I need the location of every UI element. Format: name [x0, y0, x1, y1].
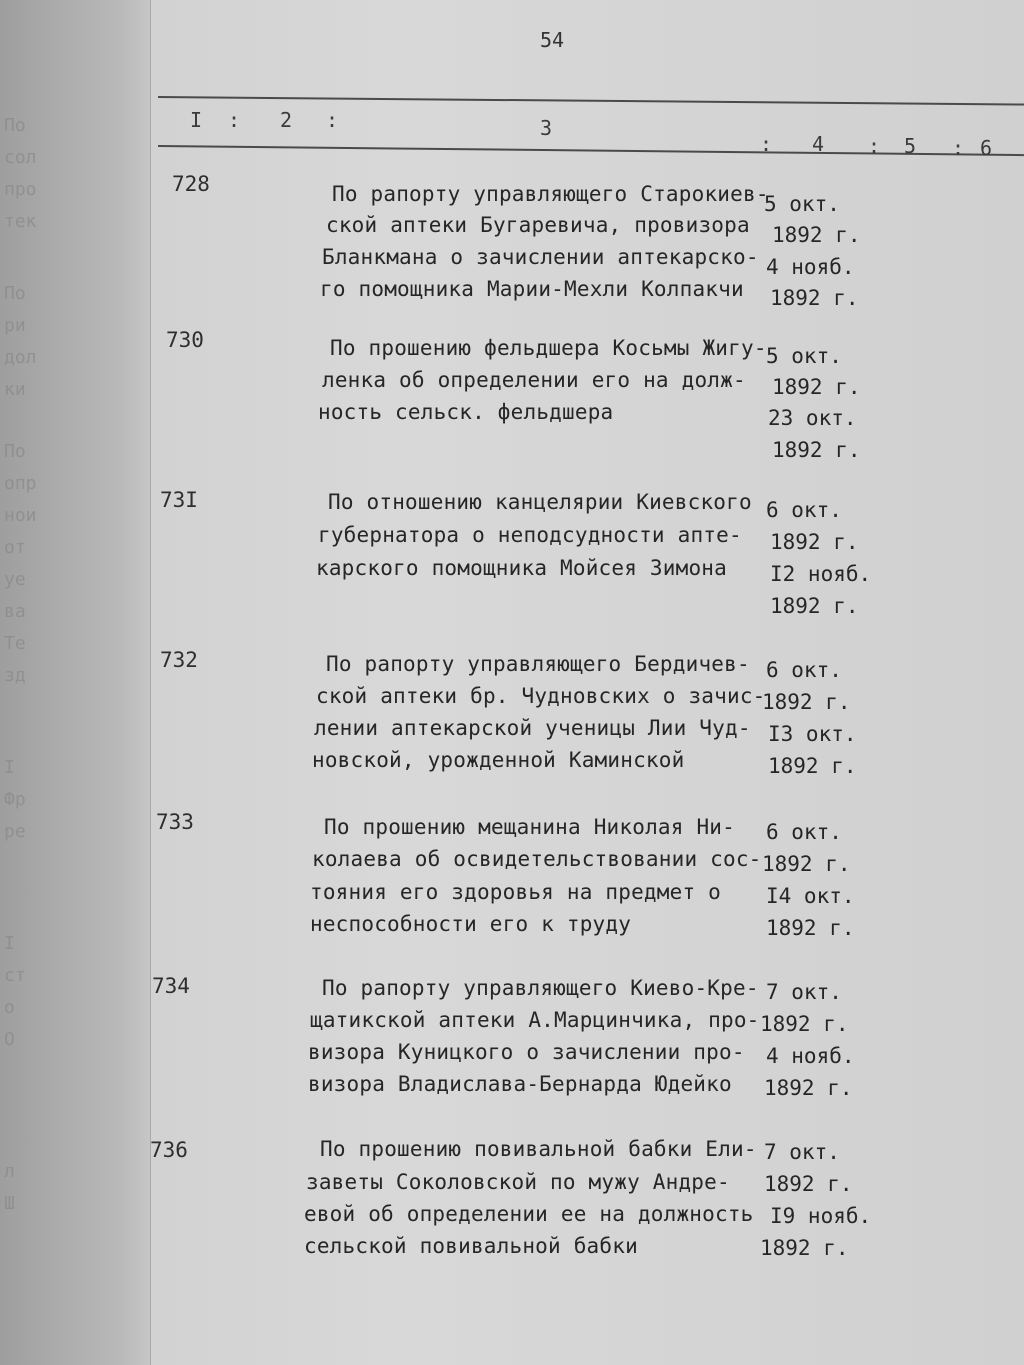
- entry-text-line: визора Куницкого о зачислении про-: [308, 1040, 745, 1064]
- entry-text-line: карского помощника Мойсея Зимона: [316, 556, 727, 580]
- entry-text-line: губернатора о неподсудности апте-: [318, 523, 742, 547]
- entry-text-line: лении аптекарской ученицы Лии Чуд-: [314, 716, 751, 740]
- entry-date: 6 окт.: [766, 658, 842, 682]
- entry-date: 1892 г.: [772, 438, 861, 462]
- facing-page-edge: [0, 0, 151, 1365]
- ghost-text: нои: [4, 505, 37, 526]
- ghost-text: Фр: [4, 789, 26, 810]
- column-header-4: 4: [812, 132, 825, 156]
- entry-date: I4 окт.: [766, 884, 855, 908]
- ghost-text: О: [4, 1029, 15, 1050]
- entry-text-line: По прошению повивальной бабки Ели-: [320, 1137, 757, 1161]
- entry-text-line: неспособности его к труду: [310, 912, 632, 936]
- entry-text-line: По прошению фельдшера Косьмы Жигу-: [330, 336, 767, 360]
- ghost-text: ри: [4, 315, 26, 336]
- entry-date: 1892 г.: [764, 1076, 853, 1100]
- column-separator: :: [868, 134, 881, 158]
- spacer: [4, 848, 44, 928]
- column-header-6: 6: [980, 136, 993, 160]
- column-separator: :: [228, 108, 241, 132]
- ghost-text: про: [4, 179, 37, 200]
- facing-page-text: [4, 110, 44, 1220]
- entry-date: 5 окт.: [764, 192, 840, 216]
- ghost-text: Те: [4, 633, 26, 654]
- spacer: [4, 406, 44, 436]
- entry-number: 732: [160, 648, 198, 672]
- ghost-text: По: [4, 115, 26, 136]
- entry-text-line: евой об определении ее на должность: [304, 1202, 754, 1226]
- column-header-3: 3: [540, 116, 553, 140]
- entry-text-line: ность сельск. фельдшера: [318, 400, 614, 424]
- header-rule-top: [158, 96, 1024, 106]
- ghost-text: ре: [4, 821, 26, 842]
- entry-text-line: ской аптеки Бугаревича, провизора: [326, 213, 750, 237]
- entry-date: 4 нояб.: [766, 1044, 855, 1068]
- entry-text-line: По прошению мещанина Николая Ни-: [324, 815, 735, 839]
- ghost-text: ва: [4, 601, 26, 622]
- entry-date: 7 окт.: [766, 980, 842, 1004]
- entry-text-line: заветы Соколовской по мужу Андре-: [306, 1170, 730, 1194]
- ghost-text: зд: [4, 665, 26, 686]
- entry-text-line: По рапорту управляющего Старокиев-: [332, 182, 769, 206]
- entry-date: 4 нояб.: [766, 255, 855, 279]
- ghost-text: ст: [4, 965, 26, 986]
- entry-date: 1892 г.: [770, 530, 859, 554]
- column-header-5: 5: [904, 134, 917, 158]
- entry-text-line: колаева об освидетельствовании сос-: [312, 847, 762, 871]
- header-rule-bottom: [158, 145, 1024, 156]
- entry-number: 734: [152, 974, 190, 998]
- entry-date: 5 окт.: [766, 344, 842, 368]
- entry-text-line: новской, урожденной Каминской: [312, 748, 685, 772]
- entry-text-line: щатикской аптеки А.Марцинчика, про-: [310, 1008, 760, 1032]
- ghost-text: от: [4, 537, 26, 558]
- entry-number: 730: [166, 328, 204, 352]
- column-separator: :: [326, 108, 339, 132]
- ghost-text: Ш: [4, 1193, 15, 1214]
- entry-date: I9 нояб.: [770, 1204, 872, 1228]
- entry-date: 7 окт.: [764, 1140, 840, 1164]
- entry-text-line: го помощника Марии-Мехли Колпакчи: [320, 277, 744, 301]
- spacer: [4, 238, 44, 278]
- entry-number: 736: [150, 1138, 188, 1162]
- column-header-1: I: [190, 108, 203, 132]
- entry-text-line: ленка об определении его на долж-: [322, 368, 746, 392]
- entry-number: 73I: [160, 488, 198, 512]
- entry-date: 1892 г.: [772, 223, 861, 247]
- entry-date: 1892 г.: [762, 690, 851, 714]
- ghost-text: По: [4, 441, 26, 462]
- entry-number: 733: [156, 810, 194, 834]
- ghost-text: л: [4, 1161, 15, 1182]
- entry-text-line: визора Владислава-Бернарда Юдейко: [308, 1072, 732, 1096]
- ghost-text: тек: [4, 211, 37, 232]
- ghost-text: опр: [4, 473, 37, 494]
- entry-text-line: По рапорту управляющего Бердичев-: [326, 652, 750, 676]
- entry-date: 1892 г.: [760, 1236, 849, 1260]
- entry-date: 23 окт.: [768, 406, 857, 430]
- entry-date: 1892 г.: [764, 1172, 853, 1196]
- column-header-2: 2: [280, 108, 293, 132]
- entry-date: 1892 г.: [768, 754, 857, 778]
- column-separator: :: [952, 136, 965, 160]
- entry-text-line: По рапорту управляющего Киево-Кре-: [322, 976, 759, 1000]
- ghost-text: сол: [4, 147, 37, 168]
- entry-date: I2 нояб.: [770, 562, 872, 586]
- entry-text-line: Бланкмана о зачислении аптекарско-: [322, 245, 759, 269]
- entry-date: 1892 г.: [770, 594, 859, 618]
- entry-date: I3 окт.: [768, 722, 857, 746]
- entry-text-line: По отношению канцелярии Киевского: [328, 490, 752, 514]
- ghost-text: о: [4, 997, 15, 1018]
- spacer: [4, 1056, 44, 1156]
- entry-date: 1892 г.: [770, 286, 859, 310]
- column-separator: :: [760, 132, 773, 156]
- entry-date: 1892 г.: [762, 852, 851, 876]
- ghost-text: уе: [4, 569, 26, 590]
- entry-date: 6 окт.: [766, 820, 842, 844]
- entry-date: 1892 г.: [772, 375, 861, 399]
- spacer: [4, 692, 44, 752]
- entry-text-line: тояния его здоровья на предмет о: [310, 880, 721, 904]
- ghost-text: I: [4, 757, 15, 778]
- entry-text-line: ской аптеки бр. Чудновских о зачис-: [316, 684, 766, 708]
- entry-date: 6 окт.: [766, 498, 842, 522]
- entry-date: 1892 г.: [766, 916, 855, 940]
- entry-text-line: сельской повивальной бабки: [304, 1234, 638, 1258]
- entry-number: 728: [172, 172, 210, 196]
- page-number: 54: [540, 28, 565, 52]
- ghost-text: дол: [4, 347, 37, 368]
- ghost-text: По: [4, 283, 26, 304]
- ghost-text: ки: [4, 379, 26, 400]
- ghost-text: I: [4, 933, 15, 954]
- entry-date: 1892 г.: [760, 1012, 849, 1036]
